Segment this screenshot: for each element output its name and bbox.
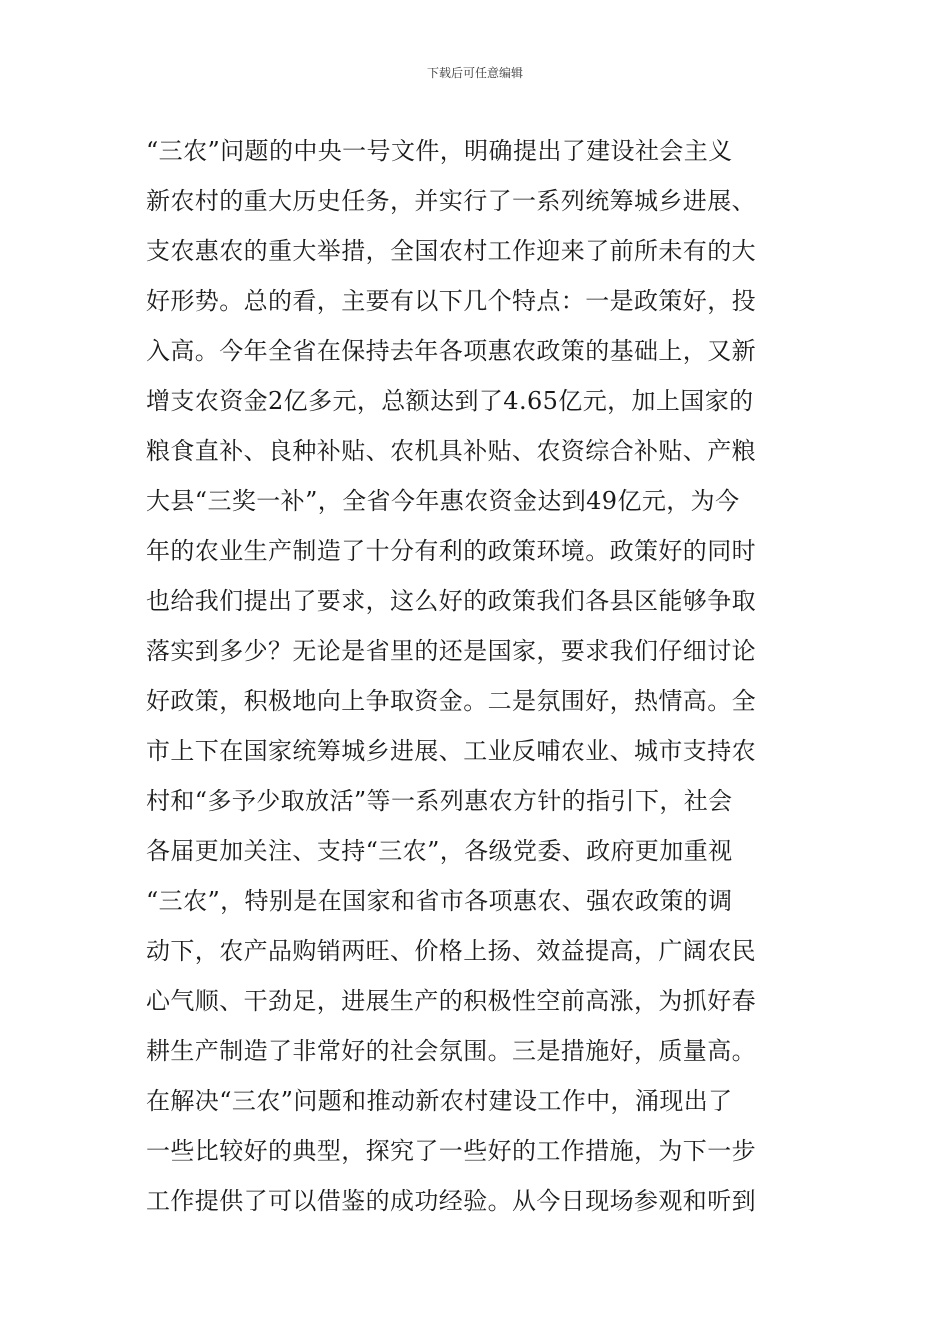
text-line: 也给我们提出了要求，这么好的政策我们各县区能够争取 (146, 587, 756, 615)
text-line: 一些比较好的典型，探究了一些好的工作措施，为下一步 (146, 1137, 756, 1165)
text-line: “三农”问题的中央一号文件，明确提出了建设社会主义 (146, 137, 733, 165)
text-line: 村和“多予少取放活”等一系列惠农方针的指引下，社会 (146, 787, 733, 815)
text-line: 增支农资金2亿多元，总额达到了4.65亿元，加上国家的 (146, 387, 754, 415)
text-line: 耕生产制造了非常好的社会氛围。三是措施好，质量高。 (146, 1037, 756, 1065)
text-line: 新农村的重大历史任务，并实行了一系列统筹城乡进展、 (146, 187, 756, 215)
text-line: 粮食直补、良种补贴、农机具补贴、农资综合补贴、产粮 (146, 437, 756, 465)
body-text (146, 126, 806, 1226)
text-line: “三农”，特别是在国家和省市各项惠农、强农政策的调 (146, 887, 733, 915)
text-line: 工作提供了可以借鉴的成功经验。从今日现场参观和听到 (146, 1187, 756, 1215)
text-line: 入高。今年全省在保持去年各项惠农政策的基础上，又新 (146, 337, 756, 365)
text-line: 在解决“三农”问题和推动新农村建设工作中，涌现出了 (146, 1087, 733, 1115)
text-line: 大县“三奖一补”，全省今年惠农资金达到49亿元，为今 (146, 487, 740, 515)
text-line: 市上下在国家统筹城乡进展、工业反哺农业、城市支持农 (146, 737, 756, 765)
text-line: 年的农业生产制造了十分有利的政策环境。政策好的同时 (146, 537, 756, 565)
text-line: 各届更加关注、支持“三农”，各级党委、政府更加重视 (146, 837, 733, 865)
text-line: 好形势。总的看，主要有以下几个特点：一是政策好，投 (146, 287, 756, 315)
text-line: 动下，农产品购销两旺、价格上扬、效益提高，广阔农民 (146, 937, 756, 965)
page-header: 下载后可任意编辑 (426, 66, 523, 80)
text-line: 落实到多少？无论是省里的还是国家，要求我们仔细讨论 (146, 637, 756, 665)
text-line: 好政策，积极地向上争取资金。二是氛围好，热情高。全 (146, 687, 756, 715)
text-line: 支农惠农的重大举措，全国农村工作迎来了前所未有的大 (146, 237, 756, 265)
text-line: 心气顺、干劲足，进展生产的积极性空前高涨，为抓好春 (146, 987, 756, 1015)
